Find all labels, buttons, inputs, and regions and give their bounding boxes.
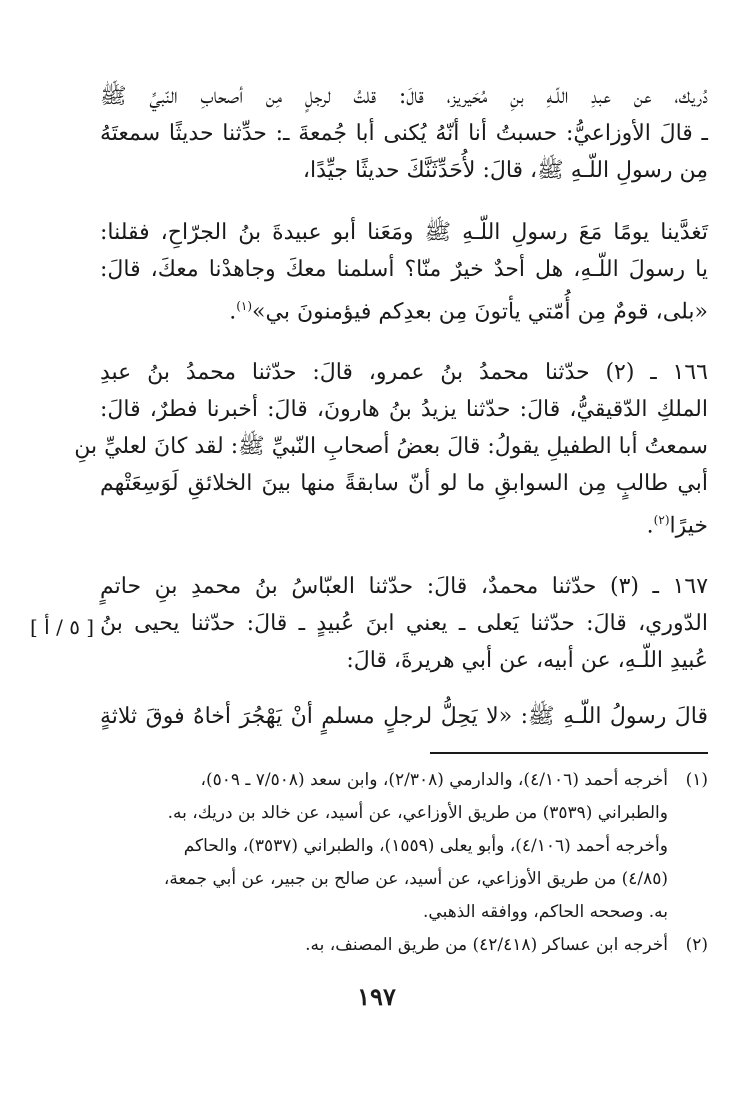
last-word: خيرًا [669, 513, 708, 539]
hadith-text [100, 214, 708, 330]
text-line: قالَ رسولُ اللّـهِ ﷺ: «لا يَحِلُّ لرجلٍ مسلمٍ أنْ يَهْجُرَ أخاهُ فوقَ ثلاثةٍ [100, 704, 708, 729]
hadith-167 [100, 568, 708, 679]
footnote-line: به. وصححه الحاكم، ووافقه الذهبي. [423, 902, 668, 922]
text-line: عُبيدِ اللّـهِ، عن أبيه، عن أبي هريرةَ، قالَ: [346, 648, 708, 673]
footnote-body [100, 764, 668, 929]
text-line: مِن رسولِ اللّـهِ ﷺ، قالَ: لأُحَدِّثَنَّكَ حديثًا جيِّدًا، [302, 158, 708, 183]
paragraph-4 [100, 568, 708, 679]
footnote-line: أخرجه أحمد (٤/١٠٦)، والدارمي (٢/٣٠٨)، وابن سعد (٧/٥٠٨ ـ ٥٠٩)، [200, 770, 668, 790]
text-line [100, 288, 708, 330]
text-line: ١٦٧ ـ (٣) حدّثنا محمدٌ، قالَ: حدّثنا العبّاسُ بنُ محمدِ بنِ حاتمٍ [100, 574, 709, 599]
period: . [646, 513, 654, 539]
text-line: تَغدَّينا يومًا مَعَ رسولِ اللّـهِ ﷺ ومَعَنا أبو عبيدةَ بنُ الجرّاحِ، فقلنا: [100, 220, 708, 245]
footnote-line: والطبراني (٣٥٣٩) من طريق الأوزاعي، عن أسيد، عن خالد بن دريك، به. [167, 803, 668, 823]
quote-text: «بلى، قومٌ مِن أُمّتي يأتونَ مِن بعدِكم فيؤمنونَ بي» [252, 299, 708, 325]
text-line: ١٦٦ ـ (٢) حدّثنا محمدُ بنُ عمرو، قالَ: حدّثنا محمدُ بنُ عبدِ [100, 360, 708, 385]
footnote-body [100, 929, 668, 962]
text-line: الدّوري، قالَ: حدّثنا يَعلى ـ يعني ابنَ عُبيدٍ ـ قالَ: حدّثنا يحيى بنُ [100, 611, 708, 636]
text-line: دُريك، عن عبدِ اللّـهِ بنِ مُحَيريز، قالَ: قلتُ لرجلٍ مِن أصحابِ النّبيِّ ﷺ [100, 84, 708, 109]
period: . [229, 299, 237, 325]
paragraph-5 [100, 698, 708, 735]
footnote-line: (٤/٨٥) من طريق الأوزاعي، عن أسيد، عن صالح بن جبير، عن أبي جمعة، [163, 869, 668, 889]
footnote-number: (٢) [685, 935, 708, 955]
text-line: أبي طالبٍ مِن السوابقِ ما لو أنّ سابقةً منها بينَ الخلائقِ لَوَسِعَتْهم [100, 471, 708, 496]
paragraph-1 [100, 78, 708, 189]
text-line: سمعتُ أبا الطفيلِ يقولُ: قالَ بعضُ أصحابِ النّبيِّ ﷺ: لقد كانَ لعليِّ بنِ [74, 434, 708, 459]
text-line: الملكِ الدّقيقيُّ، قالَ: حدّثنا يزيدُ بنُ هارونَ، قالَ: أخبرنا فطرٌ، قالَ: [100, 397, 708, 422]
footnote-ref-1: (١) [236, 299, 253, 313]
footnote-line: أخرجه ابن عساكر (٤٢/٤١٨) من طريق المصنف، به. [305, 935, 668, 955]
hadith-quote [100, 698, 708, 735]
footnote-1 [100, 764, 708, 929]
paragraph-2 [100, 214, 708, 330]
paragraph-3 [74, 354, 708, 544]
text-line: يا رسولَ اللّـهِ، هل أحدٌ خيرٌ منّا؟ أسلمنا معكَ وجاهدْنا معكَ، قالَ: [100, 257, 708, 282]
main-text [100, 78, 708, 189]
page-number: ١٩٧ [357, 982, 396, 1011]
footnote-line: وأخرجه أحمد (٤/١٠٦)، وأبو يعلى (١٥٥٩)، والطبراني (٣٥٣٧)، والحاكم [183, 836, 668, 856]
footnote-divider [430, 752, 708, 754]
footnote-ref-2: (٢) [653, 513, 670, 527]
text-line [100, 502, 708, 544]
margin-folio-note: [ ٥ / أ ] [30, 615, 95, 639]
hadith-166 [74, 354, 708, 544]
footnote-2 [100, 929, 708, 962]
text-line: ـ قالَ الأوزاعيُّ: حسبتُ أنا أنّهُ يُكنى أبا جُمعةَ ـ: حدِّثنا حديثًا سمعتَهُ [100, 121, 708, 146]
footnote-number: (١) [685, 770, 708, 790]
footnotes [100, 764, 708, 962]
